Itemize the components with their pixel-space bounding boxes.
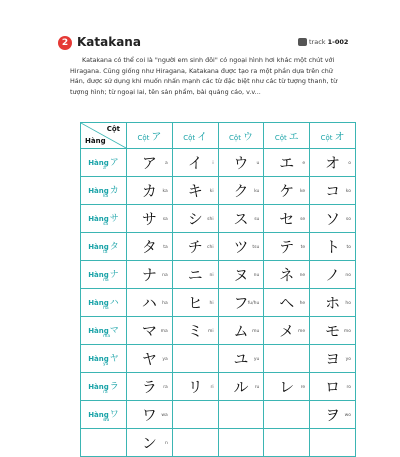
column-header-kana: ア — [151, 132, 162, 143]
kana-character: ヒ — [187, 294, 203, 312]
row-header — [81, 149, 127, 177]
row-header-romaji: wa — [103, 417, 110, 423]
row-header-label: Hàng — [88, 214, 109, 223]
audio-track-label[interactable] — [298, 38, 348, 46]
kana-character: ケ — [279, 182, 295, 200]
table-row — [81, 429, 356, 457]
kana-romaji: su — [254, 217, 260, 222]
kana-character: ワ — [141, 406, 157, 424]
row-header-kana: タ — [109, 241, 119, 252]
kana-cell — [310, 205, 356, 233]
table-row — [81, 261, 356, 289]
kana-character: ト — [325, 238, 341, 256]
kana-romaji: ta — [163, 245, 168, 250]
row-header — [81, 289, 127, 317]
kana-character: サ — [141, 210, 157, 228]
kana-cell — [264, 317, 310, 345]
kana-character: ツ — [233, 238, 249, 256]
table-row — [81, 205, 356, 233]
kana-cell — [127, 261, 173, 289]
kana-cell — [218, 373, 264, 401]
kana-romaji: ra — [163, 385, 168, 390]
column-header-label: Cột — [137, 134, 150, 142]
kana-romaji: i — [212, 161, 214, 166]
row-header-label: Hàng — [88, 382, 109, 391]
kana-romaji: ni — [209, 273, 214, 278]
kana-romaji: ne — [299, 273, 306, 278]
column-header-kana: ウ — [242, 132, 253, 143]
kana-romaji: mo — [343, 329, 351, 334]
katakana-table — [80, 122, 356, 452]
kana-character: フ — [233, 294, 249, 312]
kana-cell — [127, 317, 173, 345]
kana-character: ウ — [233, 154, 249, 172]
row-header — [81, 345, 127, 373]
kana-romaji: u — [256, 161, 260, 166]
table-row — [81, 177, 356, 205]
kana-cell — [264, 429, 310, 457]
kana-character: ロ — [325, 378, 341, 396]
kana-cell — [218, 261, 264, 289]
corner-col-label: Cột — [106, 125, 120, 133]
kana-romaji: no — [345, 273, 351, 278]
kana-romaji: ke — [299, 189, 306, 194]
row-header-label: Hàng — [88, 326, 109, 335]
column-header-3 — [218, 123, 264, 149]
row-header — [81, 317, 127, 345]
column-header-1 — [127, 123, 173, 149]
kana-cell — [310, 289, 356, 317]
kana-cell — [310, 149, 356, 177]
row-header-romaji: ma — [103, 333, 111, 339]
kana-cell — [264, 289, 310, 317]
kana-character: ム — [233, 322, 249, 340]
row-header-label: Hàng — [88, 242, 109, 251]
row-header — [81, 373, 127, 401]
kana-cell — [127, 345, 173, 373]
kana-cell — [172, 205, 218, 233]
kana-cell — [172, 429, 218, 457]
kana-cell — [172, 149, 218, 177]
kana-cell — [172, 373, 218, 401]
row-header — [81, 205, 127, 233]
row-header-label: Hàng — [88, 158, 109, 167]
kana-cell — [127, 401, 173, 429]
kana-cell — [127, 233, 173, 261]
table-row — [81, 317, 356, 345]
row-header-kana: ハ — [109, 297, 119, 308]
kana-romaji: sa — [162, 217, 168, 222]
kana-character: テ — [279, 238, 295, 256]
column-header-kana: エ — [288, 132, 299, 143]
kana-romaji: me — [298, 329, 306, 334]
kana-character: ナ — [141, 266, 157, 284]
kana-romaji: ya — [162, 357, 168, 362]
kana-cell — [172, 261, 218, 289]
row-header-kana: サ — [109, 213, 119, 224]
kana-character: ヲ — [325, 406, 341, 424]
row-header — [81, 401, 127, 429]
table-row — [81, 373, 356, 401]
column-header-label: Cột — [274, 134, 287, 142]
row-header — [81, 177, 127, 205]
row-header — [81, 233, 127, 261]
kana-romaji: shi — [207, 217, 214, 222]
row-header-romaji: ra — [103, 389, 108, 395]
column-header-label: Cột — [229, 134, 241, 142]
kana-cell — [127, 289, 173, 317]
kana-character: ラ — [141, 378, 157, 396]
kana-cell — [127, 149, 173, 177]
kana-character: ユ — [233, 350, 249, 368]
kana-romaji: nu — [253, 273, 260, 278]
kana-romaji: n — [164, 441, 168, 446]
kana-romaji: ko — [345, 189, 351, 194]
kana-character: ル — [233, 378, 249, 396]
section-number-badge: 2 — [58, 36, 72, 50]
kana-cell — [218, 317, 264, 345]
row-header — [81, 261, 127, 289]
kana-cell — [264, 177, 310, 205]
kana-cell — [127, 205, 173, 233]
kana-character: レ — [279, 378, 295, 396]
kana-cell — [127, 177, 173, 205]
kana-cell — [264, 233, 310, 261]
kana-romaji: so — [345, 217, 351, 222]
kana-romaji: wa — [161, 413, 168, 418]
kana-cell — [264, 345, 310, 373]
headphones-icon — [298, 38, 307, 46]
kana-romaji: o — [348, 161, 351, 166]
kana-character: チ — [187, 238, 203, 256]
column-header-4 — [264, 123, 310, 149]
kana-character: セ — [279, 210, 295, 228]
kana-romaji: yo — [345, 357, 351, 362]
kana-cell — [218, 401, 264, 429]
kana-character: ニ — [187, 266, 203, 284]
kana-cell — [127, 373, 173, 401]
row-header-romaji: a — [103, 165, 106, 171]
kana-cell — [218, 289, 264, 317]
section-header — [58, 36, 358, 56]
intro-text: Katakana có thể coi là "người em sinh đôi" có ngoại hình hơi khác một chút với Hiragana. Cũng giống như Hiragana, Katakana được tạo ra một phần dựa trên chữ Hán, được sử dụng khi muốn nhấn mạnh các từ đặc biệt như các từ tượng thanh, từ tượng hình; từ ngoại lai, tên sản phẩm, bài quảng cáo, v.v... — [70, 56, 338, 96]
kana-romaji: fu/hu — [247, 301, 260, 306]
row-header-kana: カ — [109, 185, 119, 196]
kana-romaji: tsu — [252, 245, 260, 250]
row-header-romaji: ta — [103, 249, 108, 255]
kana-romaji: se — [300, 217, 306, 222]
table-row — [81, 345, 356, 373]
kana-character: ソ — [325, 210, 341, 228]
kana-character: ン — [141, 434, 157, 452]
kana-cell — [172, 177, 218, 205]
kana-cell — [310, 429, 356, 457]
kana-character: ヘ — [279, 294, 295, 312]
kana-character: ヌ — [233, 266, 249, 284]
kana-cell — [264, 205, 310, 233]
kana-character: ホ — [325, 294, 341, 312]
intro-paragraph — [70, 55, 346, 97]
kana-character: コ — [325, 182, 341, 200]
kana-cell — [264, 373, 310, 401]
kana-character: オ — [325, 154, 341, 172]
kana-romaji: mu — [252, 329, 260, 334]
kana-cell — [218, 177, 264, 205]
kana-romaji: re — [300, 385, 306, 390]
track-prefix: track — [309, 38, 326, 46]
track-id: 1-002 — [327, 38, 349, 46]
kana-character: ノ — [325, 266, 341, 284]
row-header-romaji: ha — [103, 305, 109, 311]
kana-romaji: to — [346, 245, 351, 250]
row-header-kana: ナ — [109, 269, 119, 280]
kana-romaji: ka — [162, 189, 168, 194]
kana-cell — [310, 373, 356, 401]
row-header-romaji: na — [103, 277, 109, 283]
kana-character: タ — [141, 238, 157, 256]
kana-cell — [172, 345, 218, 373]
kana-cell — [218, 233, 264, 261]
kana-romaji: ma — [160, 329, 168, 334]
kana-character: リ — [187, 378, 203, 396]
table-corner — [81, 123, 127, 149]
kana-cell — [172, 233, 218, 261]
kana-character: イ — [187, 154, 203, 172]
kana-romaji: he — [299, 301, 306, 306]
column-header-kana: イ — [197, 132, 208, 143]
kana-cell — [218, 345, 264, 373]
row-header-romaji: ka — [103, 193, 109, 199]
kana-cell — [218, 205, 264, 233]
kana-cell — [264, 261, 310, 289]
corner-row-label: Hàng — [85, 137, 106, 145]
kana-romaji: a — [165, 161, 168, 166]
kana-character: ミ — [187, 322, 203, 340]
table-row — [81, 401, 356, 429]
kana-character: メ — [279, 322, 295, 340]
row-header-kana: ヤ — [109, 353, 119, 364]
kana-romaji: ho — [345, 301, 351, 306]
kana-cell — [218, 429, 264, 457]
column-header-label: Cột — [183, 134, 196, 142]
row-header-label: Hàng — [88, 298, 109, 307]
table-row — [81, 289, 356, 317]
row-header-kana: マ — [109, 325, 119, 336]
row-header — [81, 429, 127, 457]
kana-cell — [310, 261, 356, 289]
kana-cell — [310, 177, 356, 205]
kana-romaji: e — [302, 161, 306, 166]
row-header-label: Hàng — [88, 270, 109, 279]
section-title: Katakana — [77, 35, 141, 49]
column-header-kana: オ — [334, 132, 345, 143]
kana-romaji: mi — [207, 329, 214, 334]
kana-character: ク — [233, 182, 249, 200]
kana-cell — [310, 317, 356, 345]
row-header-kana: ア — [109, 157, 119, 168]
kana-cell — [172, 289, 218, 317]
kana-cell — [218, 149, 264, 177]
row-header-kana: ラ — [109, 381, 119, 392]
kana-character: ア — [141, 154, 157, 172]
kana-character: ヤ — [141, 350, 157, 368]
column-header-label: Cột — [320, 134, 333, 142]
kana-romaji: na — [162, 273, 168, 278]
kana-character: モ — [325, 322, 341, 340]
kana-romaji: te — [300, 245, 306, 250]
kana-cell — [264, 401, 310, 429]
kana-character: ヨ — [325, 350, 341, 368]
kana-character: ハ — [141, 294, 157, 312]
row-header-label: Hàng — [88, 354, 109, 363]
kana-cell — [310, 401, 356, 429]
row-header-romaji: sa — [103, 221, 109, 227]
row-header-romaji: ya — [103, 361, 109, 367]
kana-romaji: ri — [210, 385, 214, 390]
kana-romaji: ru — [254, 385, 260, 390]
kana-romaji: ha — [162, 301, 168, 306]
kana-character: カ — [141, 182, 157, 200]
kana-cell — [127, 429, 173, 457]
kana-romaji: chi — [207, 245, 214, 250]
kana-character: キ — [187, 182, 203, 200]
kana-character: ネ — [279, 266, 295, 284]
row-header-kana: ワ — [109, 409, 119, 420]
kana-cell — [310, 345, 356, 373]
kana-cell — [172, 401, 218, 429]
kana-cell — [172, 317, 218, 345]
column-header-5 — [310, 123, 356, 149]
kana-romaji: ku — [254, 189, 260, 194]
kana-character: ス — [233, 210, 249, 228]
kana-romaji: ro — [346, 385, 351, 390]
kana-romaji: wo — [344, 413, 351, 418]
row-header-label: Hàng — [88, 186, 109, 195]
kana-romaji: ki — [209, 189, 214, 194]
kana-romaji: yu — [253, 357, 260, 362]
kana-cell — [264, 149, 310, 177]
table-row — [81, 233, 356, 261]
kana-character: マ — [141, 322, 157, 340]
kana-cell — [310, 233, 356, 261]
kana-romaji: hi — [209, 301, 214, 306]
kana-character: エ — [279, 154, 295, 172]
table-row — [81, 149, 356, 177]
column-header-2 — [172, 123, 218, 149]
kana-character: シ — [187, 210, 203, 228]
row-header-label: Hàng — [88, 410, 109, 419]
